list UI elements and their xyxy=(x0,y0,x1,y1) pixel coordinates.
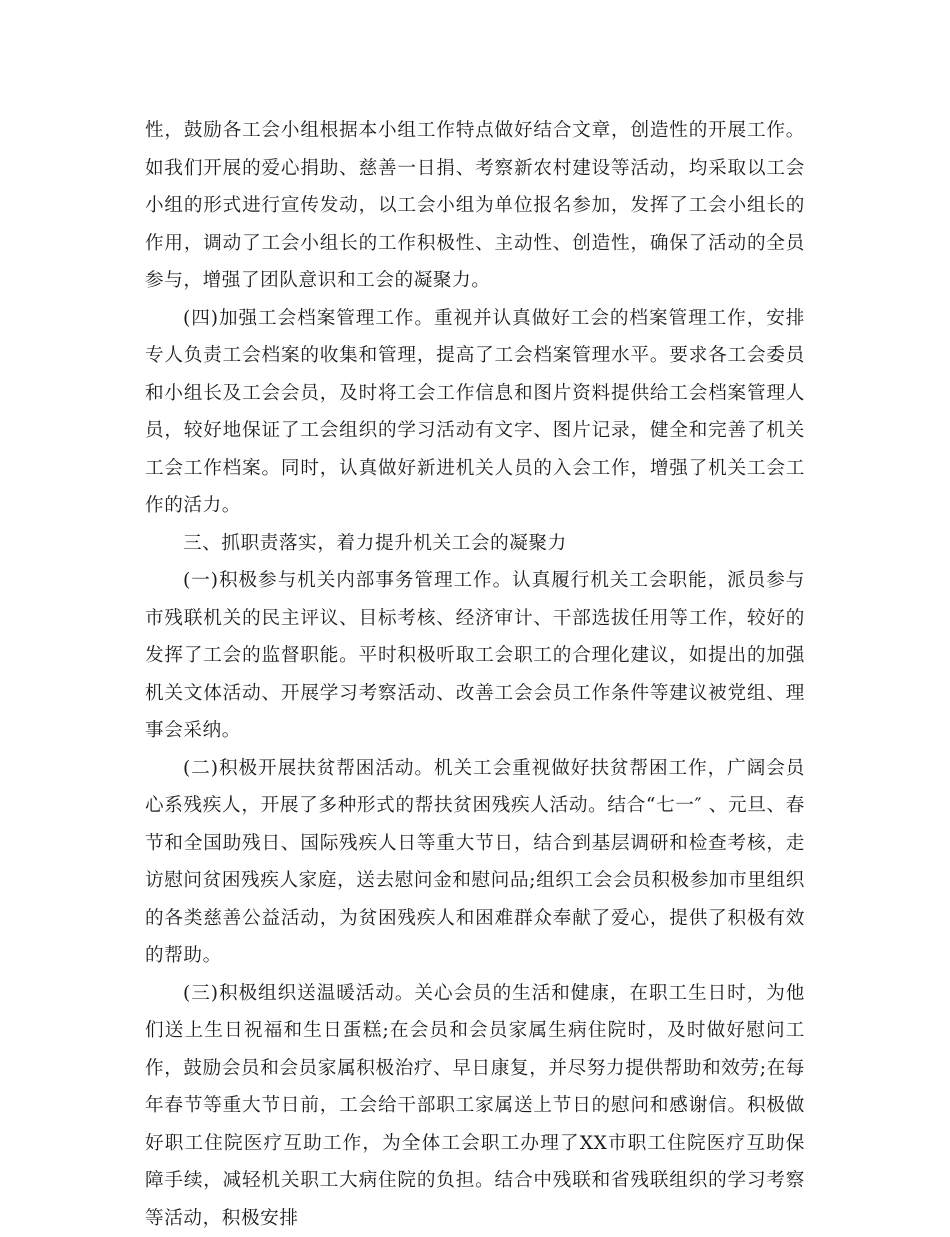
paragraph-archive-management: (四)加强工会档案管理工作。重视并认真做好工会的档案管理工作，安排专人负责工会档案的收集和管理，提高了工会档案管理水平。要求各工会委员和小组长及工会会员，及时将工会工作信息和图片资料提供给工会档案管理人员，较好地保证了工会组织的学习活动有文字、图片记录，健全和完善了机关工会工作档案。同时，认真做好新进机关人员的入会工作，增强了机关工会工作的活力。 xyxy=(145,300,805,525)
paragraph-internal-affairs: (一)积极参与机关内部事务管理工作。认真履行机关工会职能，派员参与市残联机关的民主评议、目标考核、经济审计、干部选拔任用等工作，较好的发挥了工会的监督职能。平时积极听取工会职工的合理化建议，如提出的加强机关文体活动、开展学习考察活动、改善工会会员工作条件等建议被党组、理事会采纳。 xyxy=(145,562,805,750)
section-heading-three: 三、抓职责落实，着力提升机关工会的凝聚力 xyxy=(145,525,805,563)
document-body xyxy=(145,112,805,1237)
paragraph-send-warmth: (三)积极组织送温暖活动。关心会员的生活和健康，在职工生日时，为他们送上生日祝福和生日蛋糕;在会员和会员家属生病住院时，及时做好慰问工作，鼓励会员和会员家属积极治疗、早日康复，并尽努力提供帮助和效劳;在每年春节等重大节日前，工会给干部职工家属送上节日的慰问和感谢信。积极做好职工住院医疗互助工作，为全体工会职工办理了XX市职工住院医疗互助保障手续，减轻机关职工大病住院的负担。结合中残联和省残联组织的学习考察等活动，积极安排 xyxy=(145,975,805,1237)
paragraph-poverty-relief: (二)积极开展扶贫帮困活动。机关工会重视做好扶贫帮困工作，广阔会员心系残疾人，开展了多种形式的帮扶贫困残疾人活动。结合“七一″ 、元旦、春节和全国助残日、国际残疾人日等重大节日，结合到基层调研和检查考核，走访慰问贫困残疾人家庭，送去慰问金和慰问品;组织工会会员积极参加市里组织的各类慈善公益活动，为贫困残疾人和困难群众奉献了爱心，提供了积极有效的帮助。 xyxy=(145,750,805,975)
paragraph-continued: 性，鼓励各工会小组根据本小组工作特点做好结合文章，创造性的开展工作。如我们开展的爱心捐助、慈善一日捐、考察新农村建设等活动，均采取以工会小组的形式进行宣传发动，以工会小组为单位报名参加，发挥了工会小组长的作用，调动了工会小组长的工作积极性、主动性、创造性，确保了活动的全员参与，增强了团队意识和工会的凝聚力。 xyxy=(145,112,805,300)
